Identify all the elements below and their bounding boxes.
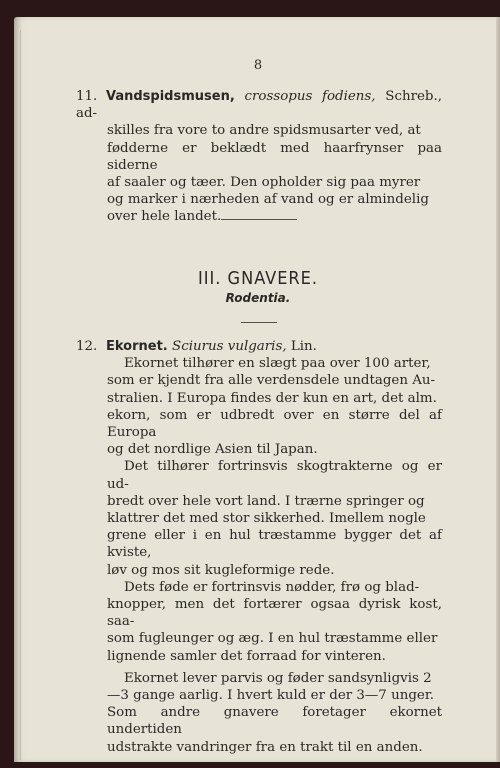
- paragraph-line: Som andre gnavere foretager ekornet undertiden: [107, 705, 442, 738]
- paragraph-line: stralien. I Europa findes der kun en art, det alm.: [107, 390, 437, 406]
- entry-11-line: og marker i nærheden af vand og er almindelig: [107, 192, 429, 208]
- entry-11-line: fødderne er beklædt med haarfrynser paa siderne: [107, 140, 442, 173]
- entry-12-first-line: [76, 338, 442, 355]
- paragraph-line: og det nordlige Asien til Japan.: [107, 442, 318, 458]
- entry-12-heading: Ekornet.: [106, 339, 168, 354]
- entry-11-line: over hele landet.: [107, 209, 222, 225]
- paragraph-line: knopper, men det fortærer ogsaa dyrisk kost, saa-: [107, 597, 442, 630]
- page-edge: [496, 17, 500, 762]
- paragraph-line: Dets føde er fortrinsvis nødder, frø og blad-: [124, 579, 420, 595]
- paragraph-line: Det tilhører fortrinsvis skogtrakterne og er ud-: [107, 459, 442, 492]
- paragraph-line: bredt over hele vort land. I trærne springer og: [107, 493, 425, 509]
- paragraph-line: —3 gange aarlig. I hvert kuld er der 3—7 unger.: [107, 688, 435, 704]
- paragraph-line: som fugleunger og æg. I en hul træstamme eller: [107, 631, 438, 647]
- entry-11-number: 11.: [76, 89, 98, 104]
- section-underline: [241, 322, 277, 323]
- section-divider: [221, 219, 297, 220]
- section-title: III. GNAVERE.: [197, 268, 319, 289]
- entry-12-latin-name: Sciurus vulgaris,: [172, 339, 287, 354]
- paragraph-3: [76, 579, 442, 665]
- paragraph-2: [76, 458, 442, 578]
- section-subtitle: Rodentia.: [225, 291, 291, 305]
- paragraph-line: Ekornet tilhører en slægt paa over 100 arter,: [124, 356, 431, 372]
- entry-11-author: Schreb., ad-: [76, 89, 442, 122]
- paragraph-line: lignende samler det forraad for vinteren.: [107, 648, 386, 664]
- paragraph-line: som er kjendt fra alle verdensdele undtagen Au-: [107, 373, 436, 389]
- entry-11-first-line: [76, 88, 442, 122]
- entry-11-line: af saaler og tæer. Den opholder sig paa myrer: [107, 175, 421, 191]
- entry-12-author: Lin.: [290, 339, 317, 354]
- paragraph-1: [76, 355, 442, 458]
- paragraph-line: Ekornet lever parvis og føder sandsynligvis 2: [124, 670, 432, 686]
- page-spine-shadow: [20, 30, 21, 760]
- entry-11: [76, 88, 442, 226]
- entry-12: [76, 338, 442, 756]
- page-number: 8: [253, 58, 263, 73]
- paragraph-line: ekorn, som er udbredt over en større del af Europa: [107, 407, 442, 441]
- entry-11-heading: Vandspidsmusen,: [106, 89, 235, 104]
- paragraph-line: klattrer det med stor sikkerhed. Imellem nogle: [107, 511, 426, 527]
- entry-12-number: 12.: [76, 339, 98, 354]
- entry-11-latin-name: crossopus fodiens,: [244, 89, 376, 104]
- paragraph-line: udstrakte vandringer fra en trakt til en anden.: [107, 739, 423, 755]
- paragraph-line: løv og mos sit kugleformige rede.: [107, 562, 335, 578]
- paragraph-4: [76, 670, 442, 756]
- paragraph-line: grene eller i en hul træstamme bygger det af kviste,: [107, 528, 442, 561]
- entry-11-line: skilles fra vore to andre spidsmusarter ved, at: [107, 123, 421, 139]
